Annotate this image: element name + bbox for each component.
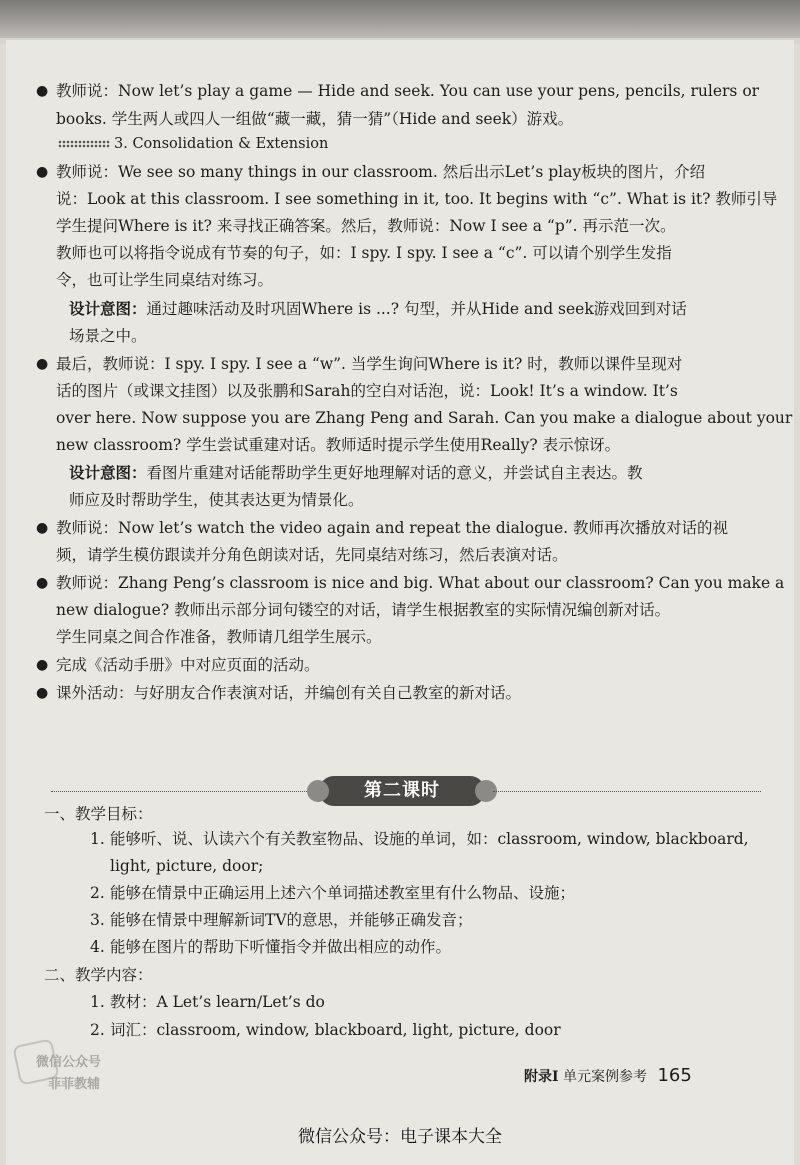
paragraph-line: 场景之中。	[69, 327, 147, 345]
watermark-line: 菲菲教辅	[48, 1077, 101, 1092]
bullet-paragraph	[36, 161, 756, 183]
section-marker-text: 3. Consolidation & Extension	[114, 136, 329, 152]
bullet-paragraph	[36, 353, 756, 375]
paragraph-line: 教师说：Zhang Peng’s classroom is nice and big. What about our classroom? Can you make a	[56, 574, 785, 592]
item-text: 教材：A Let’s learn/Let’s do	[110, 993, 325, 1011]
dotted-rule-right	[493, 791, 761, 792]
item-text: 能够在情景中理解新词TV的意思，并能够正确发音；	[110, 911, 473, 929]
paragraph-line: 说：Look at this classroom. I see something in it, too. It begins with “c”. What is it? 教师引导	[56, 190, 778, 208]
lesson-title: 第二课时	[364, 780, 440, 801]
numbered-item	[90, 909, 473, 931]
paragraph-line: 学生同桌之间合作准备，教师请几组学生展示。	[56, 628, 382, 646]
item-text: 能够在情景中正确运用上述六个单词描述教室里有什么物品、设施；	[110, 884, 576, 902]
paragraph-line: 教师说：We see so many things in our classroom. 然后出示Let’s play板块的图片，介绍	[56, 163, 706, 181]
lesson-title-badge	[319, 776, 485, 806]
numbered-item	[90, 882, 575, 904]
bullet-paragraph	[36, 572, 785, 594]
footer-section: 单元案例参考	[563, 1069, 648, 1085]
bullet-dot: ●	[36, 83, 49, 99]
page-footer	[524, 1065, 724, 1088]
item-number: 2.	[90, 884, 105, 902]
page-number: 165	[657, 1065, 692, 1086]
numbered-item	[90, 936, 451, 958]
design-intent	[69, 462, 759, 484]
bullet-dot: ●	[36, 685, 49, 701]
paragraph-line: 师应及时帮助学生，使其表达更为情景化。	[69, 491, 364, 509]
paragraph-line: 学生提问Where is it? 来寻找正确答案。然后，教师说：Now I see a “p”. 再示范一次。	[56, 217, 676, 235]
paragraph-line: 看图片重建对话能帮助学生更好地理解对话的意义，并尝试自主表达。教	[146, 464, 643, 482]
item-number: 3.	[90, 911, 105, 929]
paragraph-line: 令，也可让学生同桌结对练习。	[56, 271, 274, 289]
lesson-divider	[51, 774, 761, 810]
bullet-dot: ●	[36, 575, 49, 591]
paragraph-line: over here. Now suppose you are Zhang Peng and Sarah. Can you make a dialogue about your	[56, 409, 793, 427]
paragraph-line: 完成《活动手册》中对应页面的活动。	[56, 656, 320, 674]
bullet-paragraph	[36, 517, 756, 539]
paragraph-line: new classroom? 学生尝试重建对话。教师适时提示学生使用Really? 表示惊讶。	[56, 436, 621, 454]
bottom-caption: 微信公众号：电子课本大全	[298, 1127, 502, 1147]
item-text: 能够在图片的帮助下听懂指令并做出相应的动作。	[110, 938, 452, 956]
paragraph-line: 课外活动：与好朋友合作表演对话，并编创有关自己教室的新对话。	[56, 684, 522, 702]
section-heading: 一、教学目标：	[44, 805, 153, 823]
bullet-dot: ●	[36, 657, 49, 673]
paragraph-line: 频，请学生模仿跟读并分角色朗读对话，先同桌结对练习，然后表演对话。	[56, 546, 568, 564]
watermark-line: 微信公众号	[36, 1055, 102, 1070]
item-number: 4.	[90, 938, 105, 956]
bullet-dot: ●	[36, 356, 49, 372]
paragraph-line: 教师说：Now let’s watch the video again and repeat the dialogue. 教师再次播放对话的视	[56, 519, 729, 537]
item-text: light, picture, door;	[110, 857, 264, 875]
numbered-item	[90, 828, 749, 850]
design-intent	[69, 298, 759, 320]
bullet-paragraph	[36, 654, 756, 676]
section-heading: 二、教学内容：	[44, 966, 153, 984]
paragraph-line: new dialogue? 教师出示部分词句镂空的对话，请学生根据教室的实际情况编创新对话。	[56, 601, 671, 619]
item-text: 词汇：classroom, window, blackboard, light, picture, door	[110, 1021, 561, 1039]
design-intent-label: 设计意图：	[69, 463, 147, 482]
paragraph-line: 教师也可以将指令说成有节奏的句子，如：I spy. I spy. I see a “c”. 可以请个别学生发指	[56, 244, 672, 262]
wavy-decoration	[58, 140, 110, 148]
section-marker	[58, 134, 558, 154]
numbered-item	[90, 991, 325, 1013]
item-number: 2.	[90, 1021, 105, 1039]
top-photo-strip	[0, 0, 800, 44]
watermark	[28, 1046, 148, 1126]
paragraph-line: books. 学生两人或四人一组做“藏一藏，猜一猜”（Hide and seek）游戏。	[56, 110, 574, 128]
book-page	[6, 40, 794, 1165]
paragraph-line: 通过趣味活动及时巩固Where is ...? 句型，并从Hide and seek游戏回到对话	[146, 300, 687, 318]
item-number: 1.	[90, 830, 105, 848]
bullet-paragraph	[36, 682, 756, 704]
paragraph-line: 话的图片（或课文挂图）以及张鹏和Sarah的空白对话泡，说：Look! It’s a window. It’s	[56, 382, 678, 400]
bullet-paragraph	[36, 80, 760, 102]
item-number: 1.	[90, 993, 105, 1011]
bullet-dot: ●	[36, 164, 49, 180]
item-text: 能够听、说、认读六个有关教室物品、设施的单词，如：classroom, window, blackboard,	[110, 830, 749, 848]
bullet-dot: ●	[36, 520, 49, 536]
design-intent-label: 设计意图：	[69, 299, 147, 318]
paragraph-line: 最后，教师说：I spy. I spy. I see a “w”. 当学生询问Where is it? 时，教师以课件呈现对	[56, 355, 683, 373]
numbered-item	[90, 1019, 561, 1041]
footer-appendix: 附录I	[524, 1069, 559, 1085]
dotted-rule-left	[51, 791, 313, 792]
paragraph-line: 教师说：Now let’s play a game — Hide and seek. You can use your pens, pencils, rulers or	[56, 82, 760, 100]
